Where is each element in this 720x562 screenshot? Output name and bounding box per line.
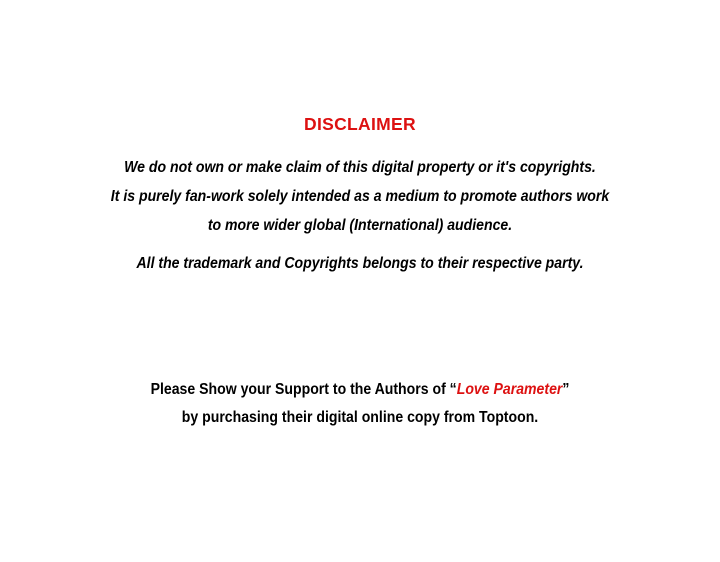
trademark-line: All the trademark and Copyrights belongs to their respective party. [136, 255, 584, 272]
disclaimer-line-3: to more wider global (International) audience. [207, 217, 513, 234]
disclaimer-line-2: It is purely fan-work solely intended as a medium to promote authors work [110, 188, 610, 205]
work-title: Love Parameter [456, 381, 563, 398]
support-note [43, 376, 677, 432]
disclaimer-title: DISCLAIMER [304, 114, 416, 134]
support-prefix: Please Show your Support to the Authors of “ [150, 381, 457, 398]
disclaimer-line-1: We do not own or make claim of this digital property or it's copyrights. [124, 159, 596, 176]
support-suffix: ” [562, 381, 570, 398]
disclaimer-paragraph [43, 153, 677, 240]
support-line-2: by purchasing their digital online copy from Toptoon. [181, 409, 539, 426]
support-line-1 [43, 376, 677, 404]
